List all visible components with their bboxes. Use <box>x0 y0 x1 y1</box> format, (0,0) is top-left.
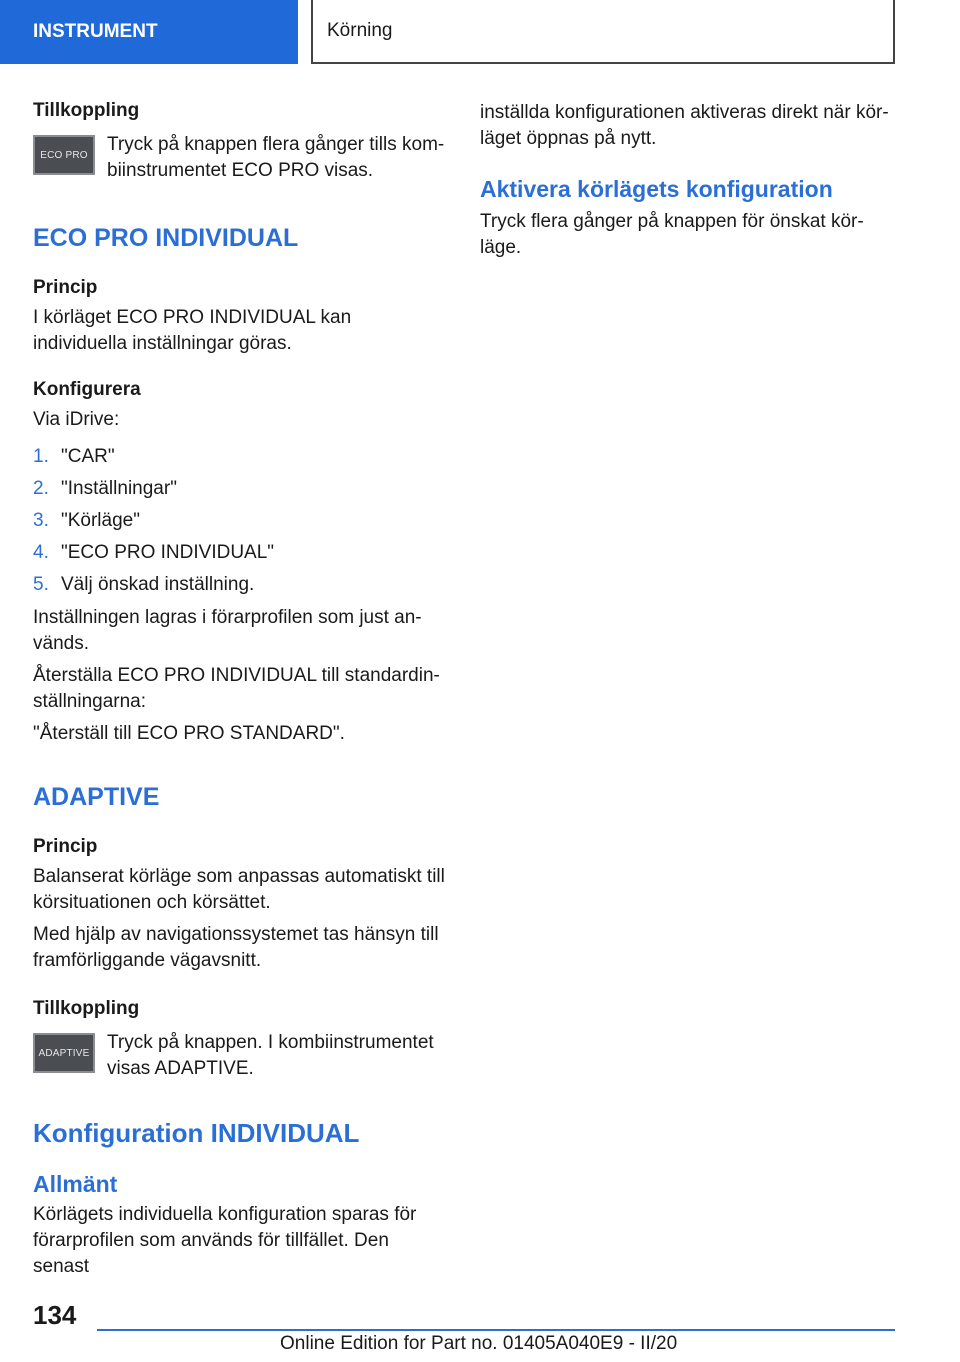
konfigurera-heading: Konfigurera <box>33 379 141 400</box>
via-idrive-text: Via iDrive: <box>33 409 120 430</box>
left-column <box>33 100 448 1280</box>
edition-text: Online Edition for Part no. 01405A040E9 - II/20 <box>280 1333 678 1354</box>
footer-divider <box>97 1329 895 1331</box>
list-item: 3. "Körläge" <box>33 510 140 531</box>
chapter-tab: Körning <box>311 0 895 64</box>
list-item: 4. "ECO PRO INDIVIDUAL" <box>33 542 275 563</box>
adaptive-princip-heading: Princip <box>33 836 98 857</box>
section-tab: INSTRUMENT <box>0 0 298 64</box>
allmant-heading: Allmänt <box>33 1171 118 1197</box>
list-item: 2. "Inställningar" <box>33 478 177 499</box>
eco-pro-button-row <box>33 132 448 184</box>
adaptive-heading: ADAPTIVE <box>33 783 160 811</box>
list-item: 5. Välj önskad inställning. <box>33 574 255 595</box>
right-column <box>480 100 895 261</box>
aktivera-text: Tryck flera gånger på knappen för önskat kör-läge. <box>480 211 864 258</box>
konfiguration-individual-heading: Konfiguration INDIVIDUAL <box>33 1118 360 1148</box>
idrive-steps-list <box>33 441 448 601</box>
list-item: 1. "CAR" <box>33 446 115 467</box>
reset-text: Återställa ECO PRO INDIVIDUAL till standardin-ställningarna: <box>33 665 440 712</box>
adaptive-tillkoppling-text: Tryck på knappen. I kombiinstrumentet visas ADAPTIVE. <box>107 1032 434 1079</box>
page-number: 134 <box>33 1300 77 1330</box>
tillkoppling-text: Tryck på knappen flera gånger tills kom-biinstrumentet ECO PRO visas. <box>107 134 445 181</box>
aktivera-heading: Aktivera körlägets konfiguration <box>480 176 833 202</box>
adaptive-text-2: Med hjälp av navigationssystemet tas hänsyn till framförliggande vägavsnitt. <box>33 924 439 971</box>
tillkoppling-heading: Tillkoppling <box>33 100 140 121</box>
adaptive-text-1: Balanserat körläge som anpassas automatiskt till körsituationen och körsättet. <box>33 866 445 913</box>
princip-heading: Princip <box>33 277 98 298</box>
adaptive-button-icon: ADAPTIVE <box>33 1033 95 1073</box>
eco-pro-individual-heading: ECO PRO INDIVIDUAL <box>33 224 299 252</box>
princip-text: I körläget ECO PRO INDIVIDUAL kan individuella inställningar göras. <box>33 307 352 354</box>
adaptive-tillkoppling-heading: Tillkoppling <box>33 998 140 1019</box>
continued-text: inställda konfigurationen aktiveras direkt när kör-läget öppnas på nytt. <box>480 102 889 149</box>
allmant-text: Körlägets individuella konfiguration sparas för förarprofilen som används för tillfället. Den senast <box>33 1204 417 1277</box>
saved-text: Inställningen lagras i förarprofilen som just an-vänds. <box>33 607 422 654</box>
eco-pro-button-icon: ECO PRO <box>33 135 95 175</box>
adaptive-button-row <box>33 1030 448 1082</box>
reset-command-text: "Återställ till ECO PRO STANDARD". <box>33 723 345 744</box>
